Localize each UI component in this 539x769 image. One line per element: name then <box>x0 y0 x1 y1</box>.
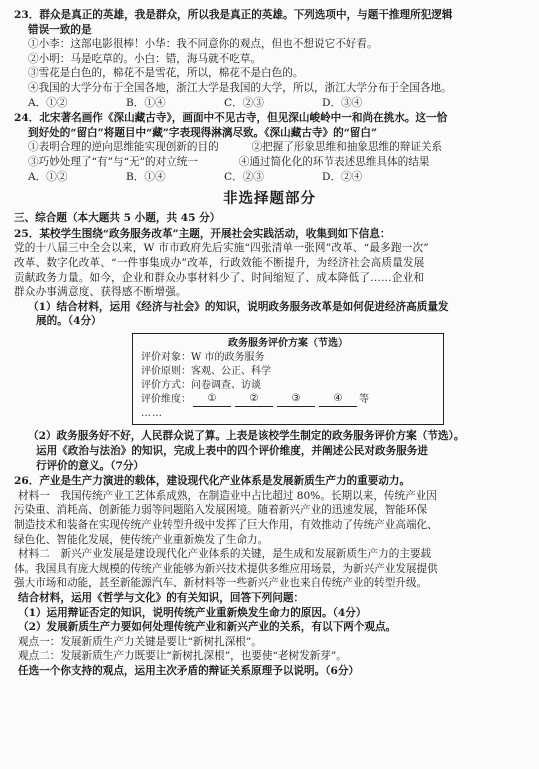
section-title: 非选择题部分 <box>223 190 316 208</box>
q26-material1-line4: 绿色化、智能化发展，使传统产业重新焕发了生命力。 <box>14 533 269 546</box>
q24-choice-d[interactable]: D．②④ <box>322 170 363 183</box>
question-25 <box>14 227 525 474</box>
q26-final: 任选一个你支持的观点，运用主次矛盾的辩证关系原理予以说明。（6分） <box>18 664 360 677</box>
q23-choice-a[interactable]: A．①② <box>28 96 68 109</box>
q25-material-line2: 改革、数字化改革、“一件事集成办”改革，行政效能不断提升，为经济社会高质量发展 <box>14 256 425 269</box>
table-title: 政务服务评价方案（节选） <box>228 337 348 349</box>
q23-choices <box>14 96 525 111</box>
q26-material2-line3: 强大市场和动能，甚至新能源汽车、新材料等一些新兴产业也来自传统产业的转型升级。 <box>14 577 428 590</box>
q26-material1-line1: 材料一 我国传统产业工艺体系成熟，在制造业中占比超过 80%。长期以来，传统产业因 <box>18 489 437 502</box>
q25-sub1-line1: （1）结合材料，运用《经济与社会》的知识，说明政务服务改革是如何促进经济高质量发 <box>28 300 449 313</box>
q23-choice-c[interactable]: C．②③ <box>224 96 264 109</box>
q26-sub1: （1）运用辩证否定的知识，说明传统产业重新焕发生命力的原因。（4分） <box>18 606 367 619</box>
question-26 <box>14 474 525 678</box>
q25-sub2-line2: 运用《政治与法治》的知识，完成上表中的四个评价维度，并阐述公民对政务服务进 <box>36 445 428 458</box>
q23-choice-d[interactable]: D．③④ <box>322 96 363 109</box>
q26-view1: 观点一：发展新质生产力关键是要让“新树扎深根”。 <box>18 635 262 648</box>
q24-stem-line1: 24．北宋著名画作《深山藏古寺》，画面中不见古寺，但见深山峻岭中一和尚在挑水。这一恰 <box>14 112 448 125</box>
q25-sub2-line1: （2）政务服务好不好，人民群众说了算。上表是该校学生制定的政务服务评价方案（节选）。 <box>28 430 465 443</box>
q23-option-4: ④我国的大学分布于全国各地，浙江大学是我国的大学，所以，浙江大学分布于全国各地。 <box>28 81 452 94</box>
q24-choices <box>14 170 525 185</box>
dimension-etc: 等 <box>359 393 369 405</box>
q24-choice-c[interactable]: C．②③ <box>224 170 264 183</box>
table-row-method: 评价方式：问卷调查、访谈 <box>141 379 261 391</box>
q23-stem-line2: 错误一致的是 <box>28 23 92 36</box>
q26-material2-line1: 材料二 新兴产业发展是建设现代化产业体系的关键，是生成和发展新质生产力的主要载 <box>18 548 432 561</box>
q26-view2: 观点二：发展新质生产力既要让“新树扎深根”，也要使“老树发新芽”。 <box>18 650 347 663</box>
q24-options-row1 <box>14 140 525 155</box>
dimension-slot-3[interactable]: ③ <box>277 392 315 407</box>
table-ellipsis: …… <box>141 407 163 419</box>
question-24 <box>14 111 525 184</box>
q24-choice-a[interactable]: A．①② <box>28 170 68 183</box>
q24-option-3: ③巧妙处理了“有”与“无”的对立统一 <box>28 155 198 168</box>
dimension-slot-1[interactable]: ① <box>193 392 231 407</box>
dimension-slot-2[interactable]: ② <box>235 392 273 407</box>
q24-stem-line2: 到好处的“留白”将题目中“藏”字表现得淋漓尽致。《深山藏古寺》的“留白” <box>28 126 378 139</box>
q24-choice-b[interactable]: B．①④ <box>126 170 166 183</box>
q23-option-2: ②小明：马是吃草的。小白：错，海马就不吃草。 <box>28 52 262 65</box>
table-row-dimensions <box>141 392 435 407</box>
q26-material2-line2: 体。我国具有庞大规模的传统产业能够为新兴技术提供多维应用场景，为新兴产业发展提供 <box>14 562 438 575</box>
section-three-heading: 三、综合题（本大题共 5 小题，共 45 分） <box>14 212 221 225</box>
q25-stem-line1: 25．某校学生围绕“政务服务改革”主题，开展社会实践活动，收集到如下信息： <box>14 227 391 240</box>
q25-material-line4: 群众办事满意度、获得感不断增强。 <box>14 286 187 299</box>
q24-option-4: ④通过简化化的环节表述思维具体的结果 <box>238 155 430 168</box>
q24-options-row2 <box>14 155 525 170</box>
dimension-label: 评价维度： <box>141 393 191 405</box>
q25-material-line1: 党的十八届三中全会以来，W 市市政府先后实施“四张清单一张网”改革、“最多跑一次” <box>14 242 429 255</box>
q25-sub2-line3: 行评价的意义。（7分） <box>36 459 145 472</box>
table-row-principle: 评价原则：客观、公正、科学 <box>141 366 271 378</box>
q26-material1-line3: 制造技术和装备在实现传统产业转型升级中发挥了巨大作用，有效推动了传统产业高端化、 <box>14 519 438 531</box>
q23-option-3: ③雪花是白色的，棉花不是雪花，所以，棉花不是白色的。 <box>28 67 304 80</box>
table-row-object: 评价对象：W 市的政务服务 <box>141 352 265 364</box>
q23-choice-b[interactable]: B．①④ <box>126 96 166 109</box>
q26-sub2: （2）发展新质生产力要如何处理传统产业和新兴产业的关系，有以下两个观点。 <box>18 621 397 634</box>
q26-intro: 结合材料，运用《哲学与文化》的有关知识，回答下列问题： <box>18 591 305 604</box>
question-23 <box>14 8 525 110</box>
q26-stem-line1: 26．产业是生产力演进的载体，建设现代化产业体系是发展新质生产力的重要动力。 <box>14 475 411 488</box>
q24-option-1: ①表明合理的逆向思维能实现创新的目的 <box>28 141 219 154</box>
q24-option-2: ②把握了形象思维和抽象思维的辩证关系 <box>251 141 443 154</box>
q23-option-1: ①小李：这部电影很棒！小华：我不同意你的观点，但也不想说它不好看。 <box>28 38 378 51</box>
dimension-slot-4[interactable]: ④ <box>319 392 357 407</box>
evaluation-plan-table <box>132 333 444 426</box>
q26-material1-line2: 污染重、消耗高、创新能力弱等问题陷入发展困境。随着新兴产业的迅速发展，智能环保 <box>14 504 428 517</box>
q23-stem-line1: 23．群众是真正的英雄，我是群众，所以我是真正的英雄。下列选项中，与题干推理所犯逻辑 <box>14 9 453 21</box>
q25-sub1-line2: 展的。（4分） <box>36 315 102 328</box>
q25-material-line3: 贡献政务力量。如今，企业和群众办事材料少了、时间缩短了、成本降低了……企业和 <box>14 271 425 284</box>
